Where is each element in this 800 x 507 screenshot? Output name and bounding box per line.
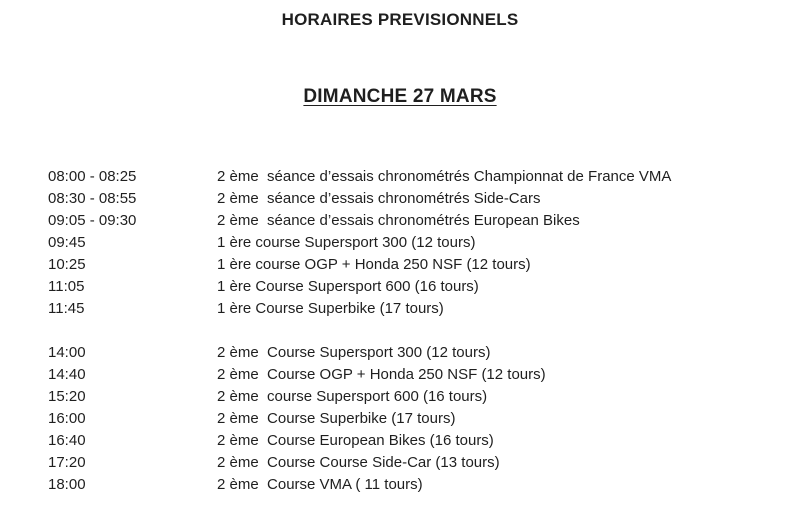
schedule-row [0, 386, 800, 408]
event-description: 2 ème séance d’essais chronométrés Championnat de France VMA [217, 168, 672, 185]
event-time: 10:25 [48, 256, 86, 273]
event-time: 08:00 - 08:25 [48, 168, 137, 185]
event-time: 09:05 - 09:30 [48, 212, 137, 229]
event-time: 15:20 [48, 388, 86, 405]
event-description: 1 ère course Supersport 300 (12 tours) [217, 234, 476, 251]
schedule-row [0, 166, 800, 188]
event-time: 16:40 [48, 432, 86, 449]
day-heading: DIMANCHE 27 MARS [303, 86, 497, 107]
event-description: 2 ème Course Course Side-Car (13 tours) [217, 454, 500, 471]
schedule-row [0, 254, 800, 276]
document-title: HORAIRES PREVISIONNELS [281, 10, 519, 29]
schedule-row [0, 188, 800, 210]
schedule-row [0, 474, 800, 496]
event-time: 17:20 [48, 454, 86, 471]
event-time: 08:30 - 08:55 [48, 190, 137, 207]
event-time: 14:40 [48, 366, 86, 383]
afternoon-session-block [0, 342, 800, 496]
event-description: 2 ème Course Superbike (17 tours) [217, 410, 456, 427]
event-description: 1 ère course OGP + Honda 250 NSF (12 tours) [217, 256, 531, 273]
schedule-row [0, 408, 800, 430]
event-description: 1 ère Course Superbike (17 tours) [217, 300, 444, 317]
schedule-row [0, 342, 800, 364]
schedule-row [0, 298, 800, 320]
event-description: 2 ème Course OGP + Honda 250 NSF (12 tours) [217, 366, 546, 383]
event-time: 11:45 [48, 300, 85, 317]
event-time: 11:05 [48, 278, 85, 295]
morning-session-block [0, 166, 800, 320]
schedule-row [0, 452, 800, 474]
schedule [0, 166, 800, 496]
event-time: 14:00 [48, 344, 86, 361]
event-description: 2 ème Course Supersport 300 (12 tours) [217, 344, 491, 361]
schedule-row [0, 364, 800, 386]
event-time: 16:00 [48, 410, 86, 427]
day-heading-wrap [0, 86, 800, 109]
event-description: 2 ème Course VMA ( 11 tours) [217, 476, 423, 493]
schedule-row [0, 210, 800, 232]
event-description: 2 ème course Supersport 600 (16 tours) [217, 388, 488, 405]
schedule-row [0, 276, 800, 298]
schedule-row [0, 430, 800, 452]
event-time: 09:45 [48, 234, 86, 251]
event-description: 2 ème Course European Bikes (16 tours) [217, 432, 494, 449]
event-time: 18:00 [48, 476, 86, 493]
schedule-row [0, 232, 800, 254]
event-description: 2 ème séance d’essais chronométrés European Bikes [217, 212, 580, 229]
event-description: 2 ème séance d’essais chronométrés Side-Cars [217, 190, 541, 207]
event-description: 1 ère Course Supersport 600 (16 tours) [217, 278, 479, 295]
